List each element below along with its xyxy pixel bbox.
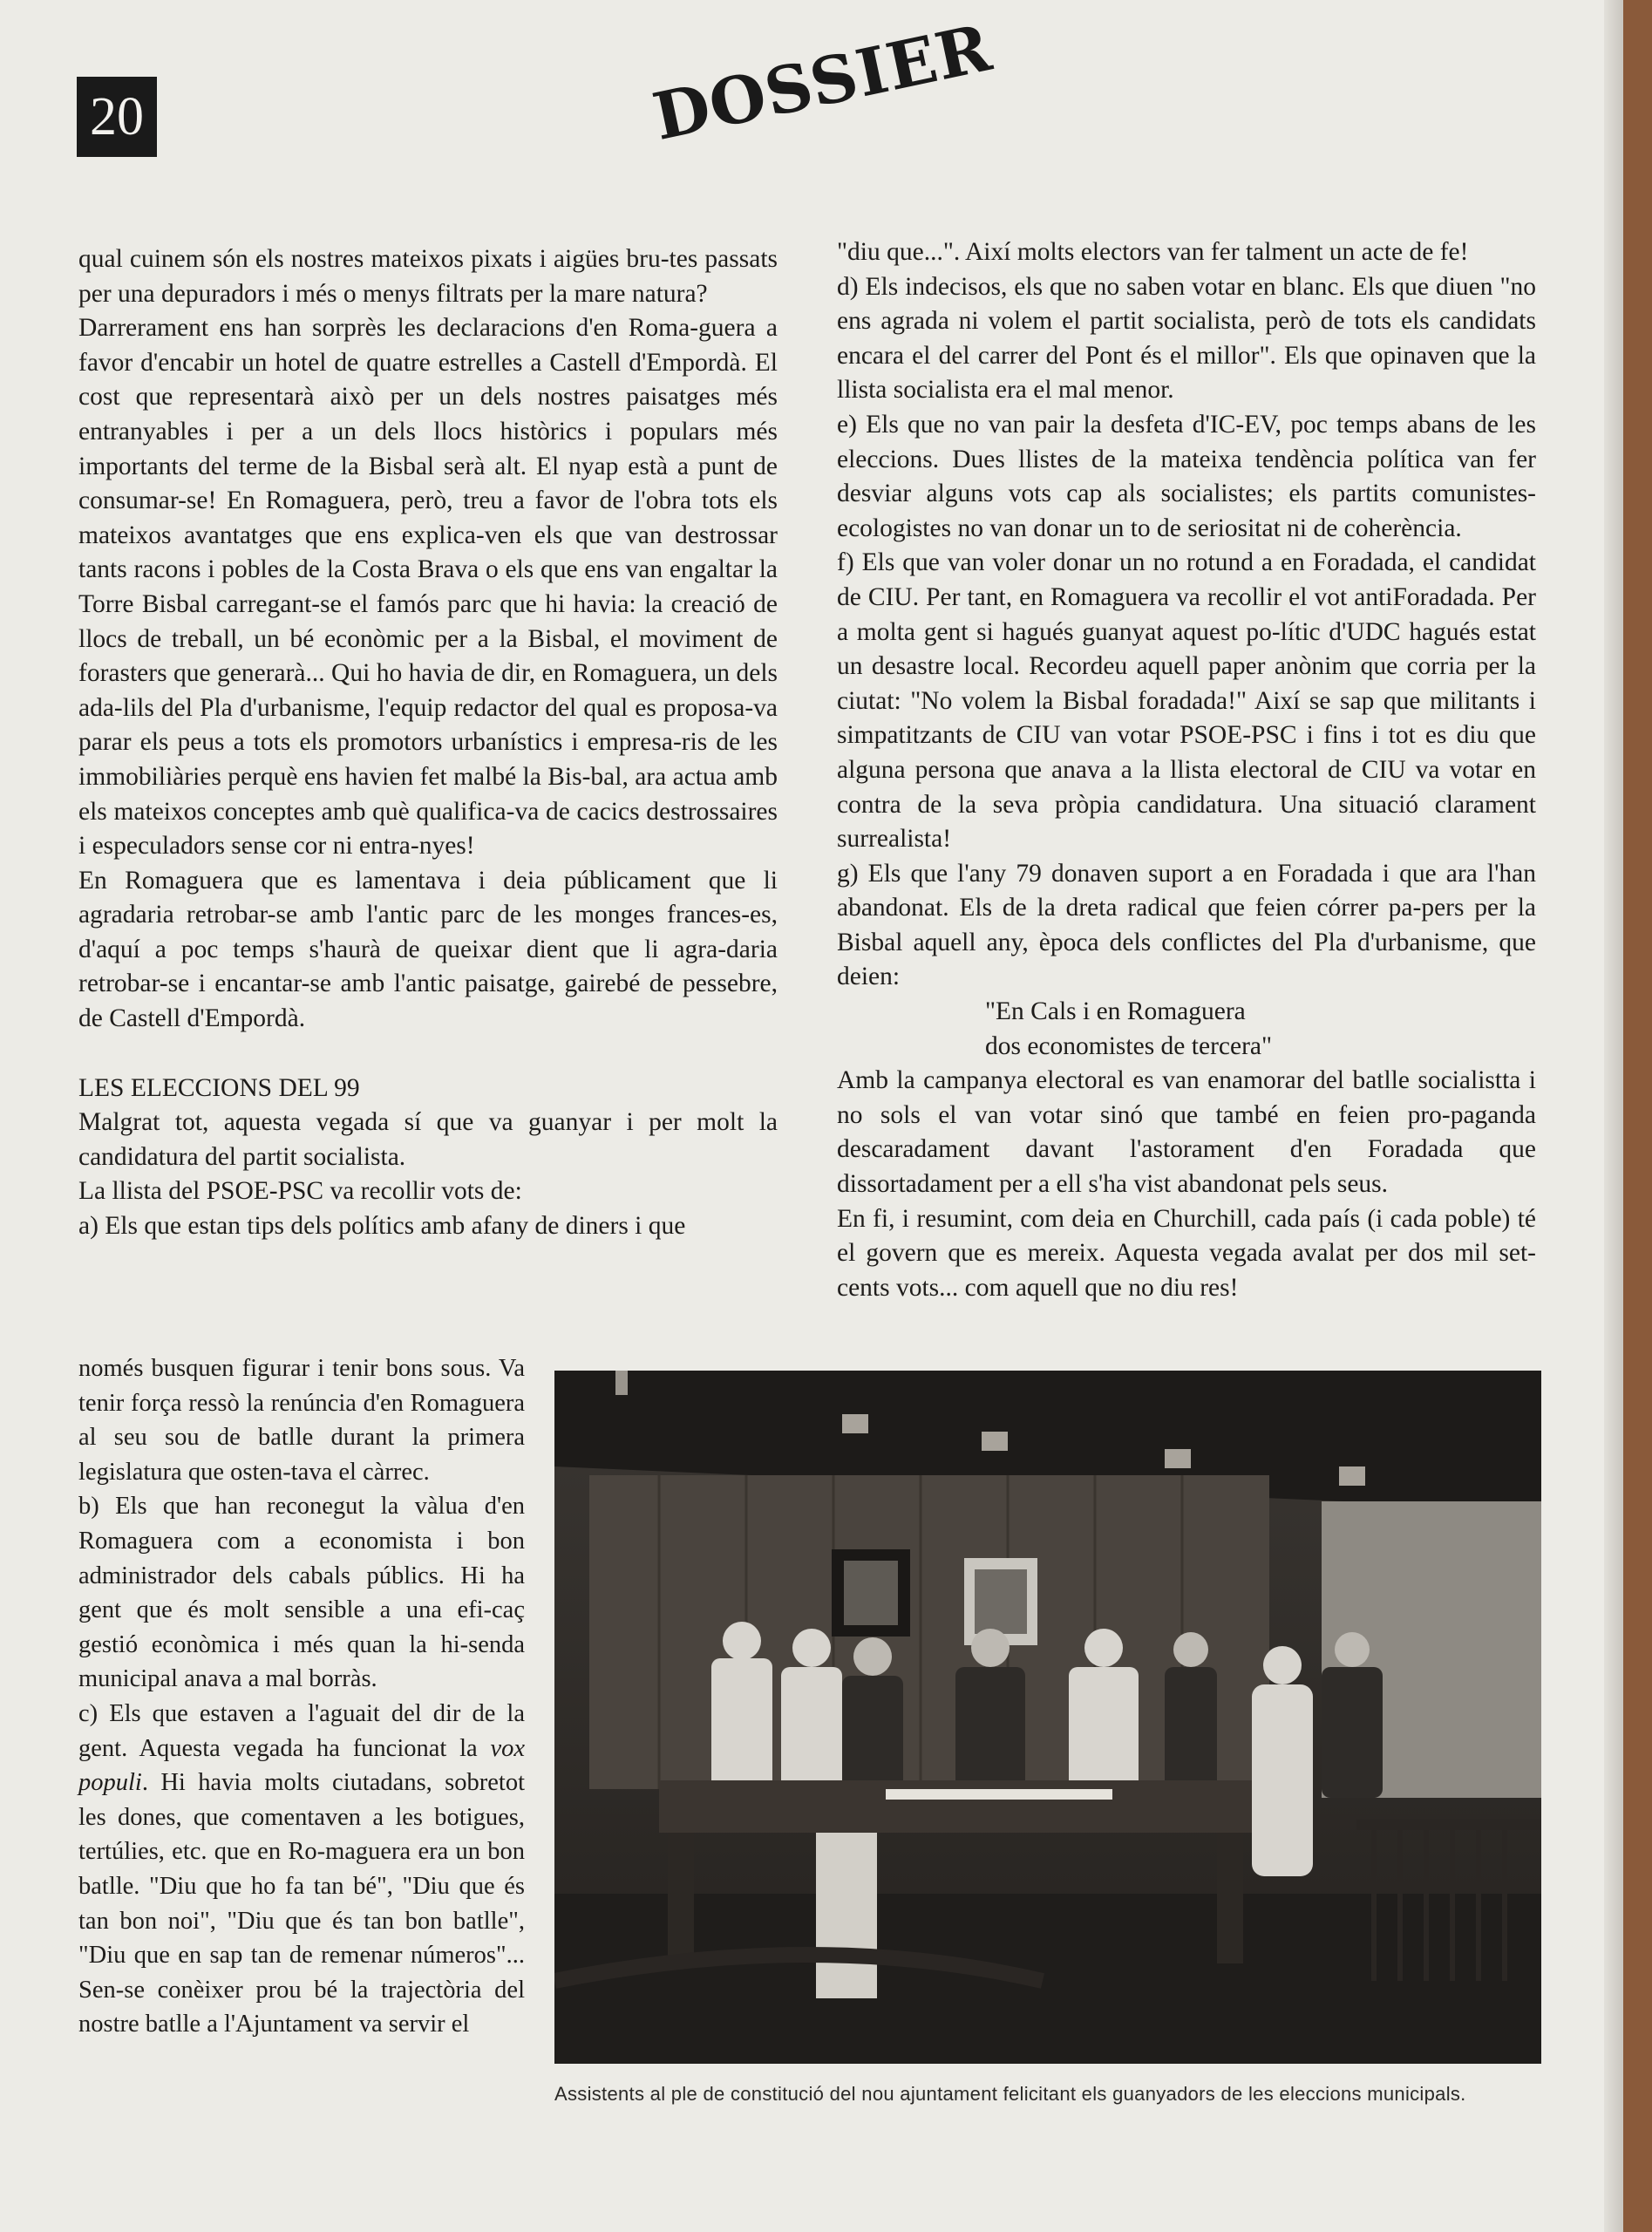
quote-line: "En Cals i en Romaguera (985, 997, 1246, 1026)
text-run: c) Els que estaven a l'aguait del dir de la gent. Aquesta vegada ha funcionat la (78, 1699, 525, 1762)
text-column-left-bottom (78, 1351, 525, 2042)
paragraph: e) Els que no van pair la desfeta d'IC-EV, poc temps abans de les eleccions. Dues llistes de la mateixa tendència política van fer desviar alguns vots cap als socialistes; els partits comunistes-ecologistes no van donar un to de seriositat ni de coherència. (837, 410, 1536, 542)
paragraph: "diu que...". Així molts electors van fer talment un acte de fe! (837, 238, 1469, 266)
paragraph (78, 1697, 525, 2042)
photo-illustration (554, 1371, 1541, 2064)
paragraph: Amb la campanya electoral es van enamorar del batlle socialistta i no sols el van votar sinó que també en feien pro-paganda descaradament davant l'astorament d'en Foradada que dissortadament per a ell s'ha vist abandonat pels seus. (837, 1066, 1536, 1199)
italic-phrase: vox populi (78, 1734, 525, 1797)
text-column-left-top (78, 242, 778, 1244)
paragraph: Malgrat tot, aquesta vegada sí que va guanyar i per molt la candidatura del partit socialista. (78, 1108, 778, 1171)
photo-caption: Assistents al ple de constitució del nou ajuntament felicitant els guanyadors de les eleccions municipals. (554, 2083, 1466, 2105)
paragraph: La llista del PSOE-PSC va recollir vots de: (78, 1177, 522, 1206)
paragraph: En Romaguera que es lamentava i deia públicament que li agradaria retrobar-se amb l'antic parc de les monges frances-es, d'aquí a poc temps s'haurà de queixar dient que li agra-daria retrobar-se i encantar-se amb l'antic paisatge, gairebé de pessebre, de Castell d'Empordà. (78, 866, 778, 1033)
section-title: DOSSIER (647, 10, 998, 156)
page-edge (1604, 0, 1623, 2232)
paragraph: f) Els que van voler donar un no rotund a en Foradada, el candidat de CIU. Per tant, en Romaguera va recollir el vot antiForadada. Per a molta gent si hagués guanyat aquest po-lític d'UDC hagués estat un desastre local. Recordeu aquell paper anònim que corria per la ciutat: "No volem la Bisbal foradada!" Així se sap que militants i simpatitzants de CIU van votar PSOE-PSC i fins i tot es diu que alguna persona que anava a la llista electoral de CIU va votar en contra de la seva pròpia candidatura. Una situació clarament surrealista! (837, 548, 1536, 854)
text-run: . Hi havia molts ciutadans, sobretot les dones, que comentaven a les botigues, tertúlies, etc. que en Ro-maguera era un bon batlle. "Diu que ho fa tan bé", "Diu que és tan bon noi", "Diu que és tan bon batlle", "Diu que en sap tan de remenar números"... Sen-se conèixer prou bé la trajectòria del nostre batlle a l'Ajuntament va servir el (78, 1769, 525, 2038)
page-number: 20 (77, 77, 157, 157)
council-photo (554, 1371, 1541, 2064)
paragraph: g) Els que l'any 79 donaven suport a en Foradada i que ara l'han abandonat. Els de la dreta radical que feien córrer pa-pers per la Bisbal aquell any, època dels conflictes del Pla d'urbanisme, que deien: (837, 859, 1536, 991)
paragraph: només busquen figurar i tenir bons sous. Va tenir força ressò la renúncia d'en Romaguera al seu sou de batlle durant la primera legislatura que osten-tava el càrrec. (78, 1355, 525, 1486)
text-column-right (837, 235, 1536, 1305)
paragraph: qual cuinem són els nostres mateixos pixats i aigües bru-tes passats per una depuradors i més o menys filtrats per la mare natura? (78, 245, 778, 308)
quote-line: dos economistes de tercera" (985, 1031, 1273, 1060)
subheading: LES ELECCIONS DEL 99 (78, 1073, 360, 1102)
paragraph: a) Els que estan tips dels polítics amb afany de diners i que (78, 1212, 686, 1241)
paragraph: d) Els indecisos, els que no saben votar en blanc. Els que diuen "no ens agrada ni volem el partit socialista, però de tots els candidats encara el del carrer del Pont és el millor". Els que opinaven que la llista socialista era el mal menor. (837, 272, 1536, 405)
paragraph: En fi, i resumint, com deia en Churchill, cada país (i cada poble) té el govern que es mereix. Aquesta vegada avalat per dos mil set-cents vots... com aquell que no diu res! (837, 1204, 1536, 1302)
paragraph: b) Els que han reconegut la vàlua d'en Romaguera com a economista i bon administrador dels cabals públics. Hi ha gent que és molt sensible a una efi-caç gestió econòmica i més quan la hi-senda municipal anava a mal borràs. (78, 1493, 525, 1693)
paragraph: Darrerament ens han sorprès les declaracions d'en Roma-guera a favor d'encabir un hotel de quatre estrelles a Castell d'Empordà. El cost que representarà això per un dels nostres paisatges més entranyables i per a un dels llocs històrics i populars més importants del terme de la Bisbal serà alt. El nyap està a punt de consumar-se! En Romaguera, però, treu a favor de l'obra tots els mateixos avantatges que ens explica-ven els que van destrossar tants racons i pobles de la Costa Brava o els que ens van engaltar la Torre Bisbal carregant-se el famós parc que hi havia: la creació de llocs de treball, un bé econòmic per a la Bisbal, el moviment de forasters que generarà... Qui ho havia de dir, en Romaguera, un dels ada-lils del Pla d'urbanisme, l'equip redactor del qual es proposa-va parar els peus a tots els promotors urbanístics i empresa-ris de les immobiliàries perquè ens havien fet malbé la Bis-bal, ara actua amb els mateixos conceptes amb què qualifica-va de cacics destrossaires i especuladors sense cor ni entra-nyes! (78, 314, 778, 861)
